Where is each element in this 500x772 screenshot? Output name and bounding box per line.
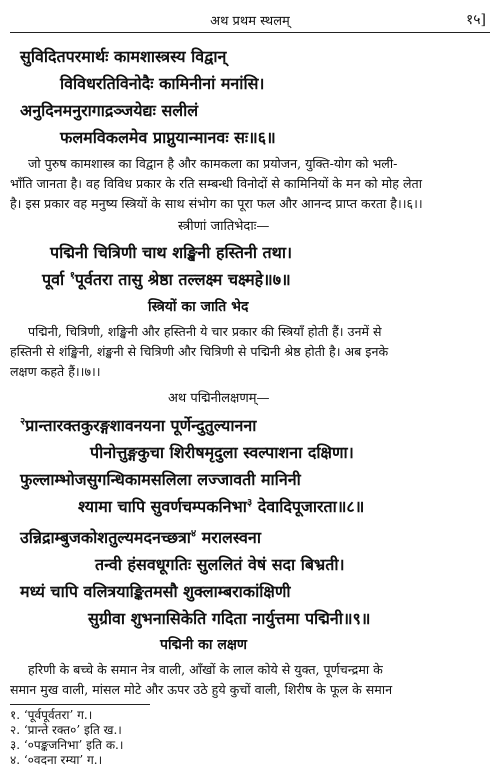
footnote-marker-4: ४ bbox=[190, 528, 197, 540]
verse8-line3: फुल्लाम्भोजसुगन्धिकामसलिला लज्जावती मानिनी bbox=[20, 470, 301, 489]
header-title: अथ प्रथम स्थलम् bbox=[210, 14, 290, 29]
para8-line1: हरिणी के बच्चे के समान नेत्र वाली, आँखों के लाल कोये से युक्त, पूर्णचन्द्रमा के bbox=[28, 662, 383, 677]
page-number: १५] bbox=[465, 12, 486, 28]
verse9-line3: मध्यं चापि वलित्रयाङ्कितमसौ शुक्लाम्बराकांक्षिणी bbox=[20, 582, 291, 601]
para6-line2: भाँति जानता है। वह विविध प्रकार के रति सम्बन्धी विनोदों से कामिनियों के मन को मोह लेता bbox=[10, 176, 422, 191]
heading-padmini-lakshan: पद्मिनी का लक्षण bbox=[160, 637, 248, 653]
para6-line1: जो पुरुष कामशास्त्र का विद्वान है और कामकला का प्रयोजन, युक्ति-योग को भली- bbox=[28, 156, 398, 171]
verse6-line3: अनुदिनमनुरागाद्रञ्जयेद्यः सलीलं bbox=[20, 101, 199, 120]
footnote-4: ४. ‘०वदना रम्या’ ग.। bbox=[10, 753, 103, 767]
verse6-line2: विविधरतिविनोदैः कामिनीनां मनांसि। bbox=[60, 74, 265, 93]
para7-line2: हस्तिनी से शंङ्खिनी, शंङ्खनी से चित्रिणी और चित्रिणी से पद्मिनी श्रेष्ठ होती है। अब इनके bbox=[10, 344, 389, 359]
verse6-line4: फलमविकलमेव प्राप्नुयान्मानवः सः॥६॥ bbox=[60, 128, 276, 147]
para6-line3: है। इस प्रकार वह मनुष्य स्त्रियों के साथ संभोग का पूरा फल और आनन्द प्राप्त करता है।।६।। bbox=[10, 196, 423, 211]
heading-stri-jati-bhed: स्त्रियों का जाति भेद bbox=[148, 299, 249, 315]
verse7-line2: पूर्वा $^१$पूर्वतरा तासु श्रेष्ठा तल्लक्ष्म चक्ष्महे॥७॥ bbox=[42, 270, 291, 289]
para7-line1: पद्मिनी, चित्रिणी, शङ्खिनी और हस्तिनी ये चार प्रकार की स्त्रियाँ होती हैं। उनमें से bbox=[28, 324, 382, 339]
footnote-3: ३. ‘०पङ्कजनिभा’ इति क.। bbox=[10, 738, 124, 752]
verse6-line1: सुविदितपरमार्थः कामशास्त्रस्य विद्वान् bbox=[20, 47, 227, 66]
para8-line2: समान मुख वाली, मांसल मोटे और ऊपर उठे हुये कुचों वाली, शिरीष के फूल के समान bbox=[10, 682, 393, 697]
footnote-2: २. ‘प्रान्ते रक्त०’ इति ख.। bbox=[10, 723, 122, 737]
verse9-line1: उन्निद्राम्बुजकोशतुल्यमदनच्छत्रा$^४$ मरालस्वना bbox=[20, 528, 261, 547]
footnote-rule bbox=[10, 704, 150, 705]
verse9-line2: तन्वी हंसवधूगतिः सुललितं वेषं सदा बिभ्रती। bbox=[95, 555, 345, 574]
footnote-marker-1: १ bbox=[69, 270, 75, 282]
verse8-line4: श्यामा चापि सुवर्णचम्पकनिभा$^३$ देवादिपूजारता॥८॥ bbox=[78, 497, 365, 516]
section2-intro: अथ पद्मिनीलक्षणम्— bbox=[168, 391, 270, 406]
footnote-marker-2: २ bbox=[20, 416, 26, 428]
section1-intro: स्त्रीणां जातिभेदाः— bbox=[178, 219, 270, 234]
verse8-line1: $^२$प्रान्तारक्तकुरङ्गशावनयना पूर्णेन्दुतुल्यानना bbox=[20, 416, 257, 435]
footnote-marker-3: ३ bbox=[246, 497, 253, 509]
running-header bbox=[10, 8, 490, 33]
verse8-line2: पीनोत्तुङ्गकुचा शिरीषमृदुला स्वल्पाशना दक्षिणा। bbox=[90, 443, 354, 462]
para7-line3: लक्षण कहते हैं।।७।। bbox=[10, 364, 101, 379]
footnote-1: १. ‘पूर्वपूर्वतरा’ ग.। bbox=[10, 708, 93, 722]
verse9-line4: सुग्रीवा शुभनासिकेति गदिता नार्युत्तमा पद्मिनी॥९॥ bbox=[88, 609, 371, 628]
verse7-line1: पद्मिनी चित्रिणी चाथ शङ्खिनी हस्तिनी तथा। bbox=[50, 243, 293, 262]
